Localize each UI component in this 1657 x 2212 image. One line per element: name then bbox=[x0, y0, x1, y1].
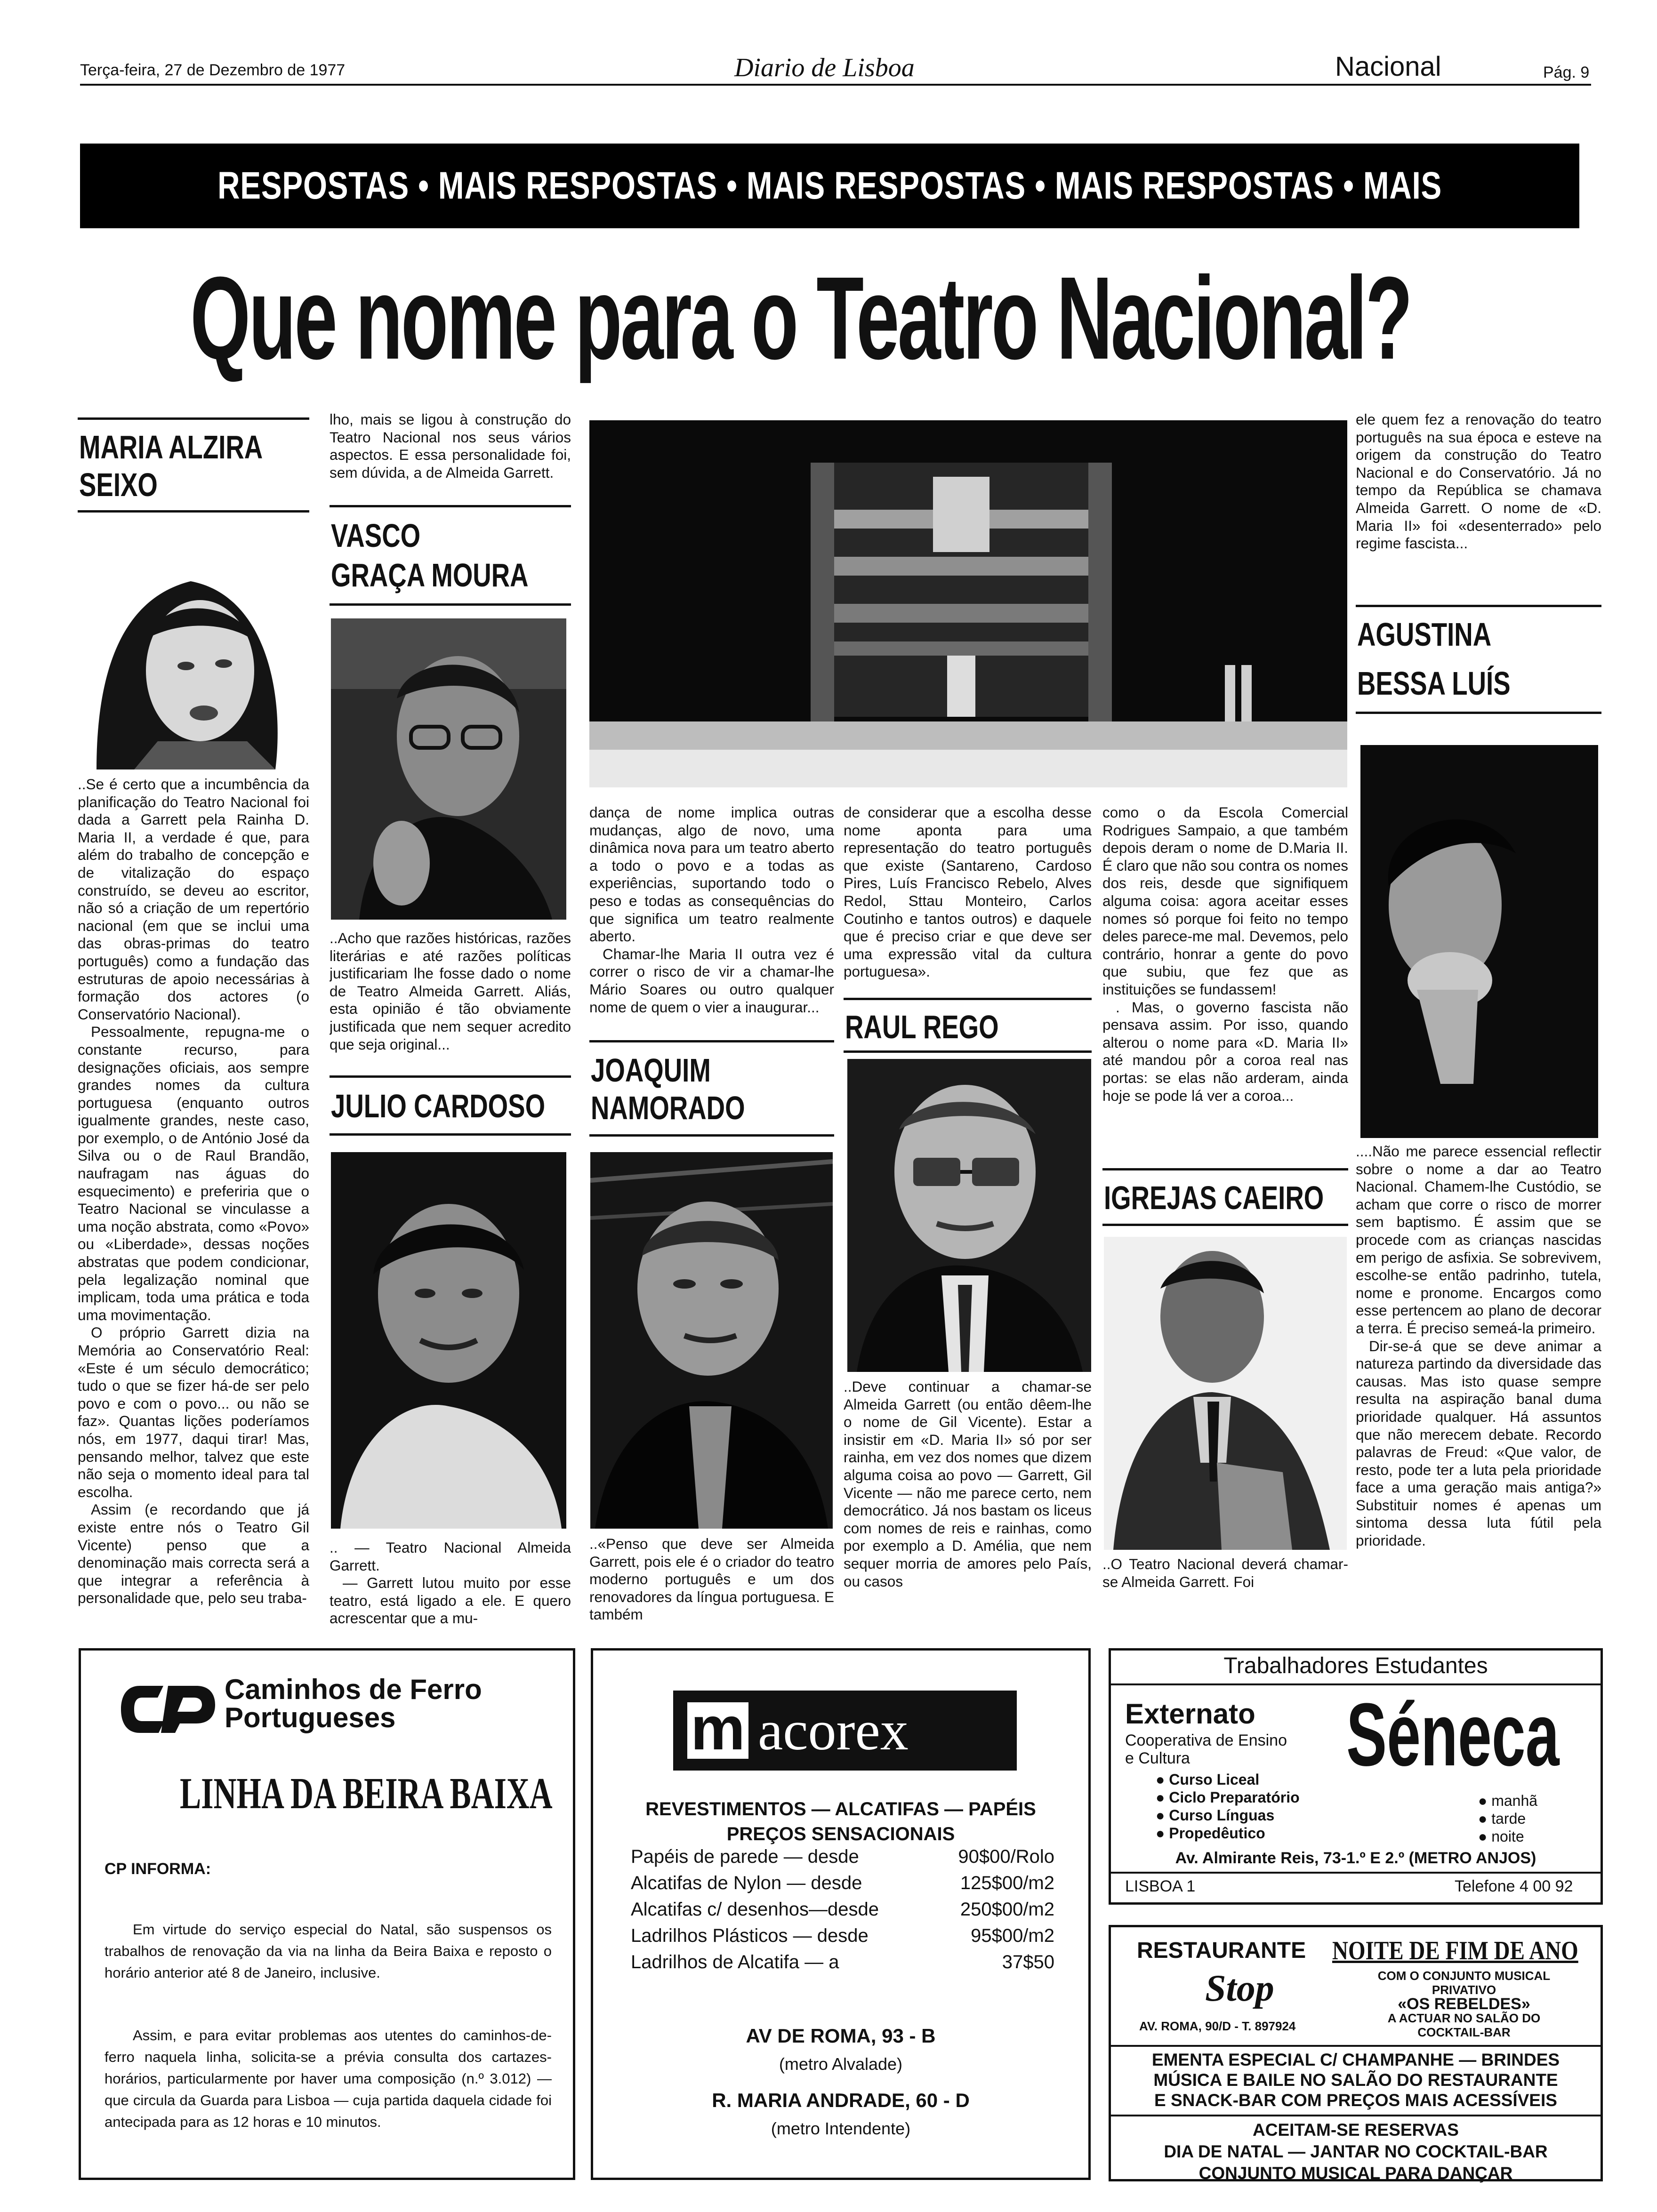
text-seixo-continued: lho, mais se ligou à construção do Teatro Nacional nos seus vários aspectos. E essa personalidade foi, sem dúvida, a de Almeida Garrett. bbox=[330, 411, 571, 481]
rest-rule bbox=[1111, 2045, 1601, 2047]
photo-namorado bbox=[590, 1152, 833, 1529]
name-namorado-1: JOAQUIM bbox=[591, 1052, 711, 1089]
banner bbox=[80, 144, 1579, 228]
photo-cardoso bbox=[331, 1152, 566, 1529]
course-item: ● Curso Línguas bbox=[1156, 1807, 1275, 1824]
name-agustina-1: AGUSTINA bbox=[1357, 616, 1492, 653]
name-moura-1: VASCO bbox=[331, 517, 421, 554]
rule-caeiro bbox=[1102, 1168, 1348, 1170]
macorex-metro-2: (metro Intendente) bbox=[771, 2119, 911, 2138]
seneca-phone: Telefone 4 00 92 bbox=[1455, 1877, 1573, 1895]
ad-restaurant bbox=[1109, 1925, 1603, 2181]
headline: Que nome para o Teatro Nacional? bbox=[190, 252, 1411, 384]
name-seixo-1: MARIA ALZIRA bbox=[79, 429, 263, 465]
text-moura: ..Acho que razões históricas, razões literárias e até razões políticas justificariam lhe fosse dado o nome de Teatro Almeida Garrett. Aliás, esta opinião é tão obviamente justificada que nem sequer acredito que seja original... bbox=[330, 930, 571, 1053]
seneca-courses bbox=[1156, 1771, 1300, 1842]
text-column3-top: dança de nome implica outras mudanças, algo de novo, uma dinâmica nova para um teatro aberto a todo o povo e a todas as experiências, suportando todo o peso e todas as consequências do que significa um teatro realmente aberto. Chamar-lhe Maria II outra vez é correr o risco de vir a chamar-lhe Mário Soares ou outro qualquer nome de quem o vier a inaugurar... bbox=[589, 804, 834, 1016]
portrait-man-glasses-icon bbox=[331, 618, 566, 920]
cp-paragraph-2: Assim, e para evitar problemas aos utentes do caminhos-de-ferro naquela linha, solicita-se a prévia consulta dos cartazes-horários, particularmente por haver uma composição (n.º 3.012) — que circula da Guarda para Lisboa — cuja partida daquela cidade foi antecipada para as 12 horas e 10 minutos. bbox=[105, 2027, 552, 2130]
seneca-rule-2 bbox=[1111, 1872, 1601, 1874]
seneca-city: LISBOA 1 bbox=[1125, 1877, 1196, 1895]
macorex-address-2: R. MARIA ANDRADE, 60 - D bbox=[712, 2089, 970, 2111]
portrait-man-glasses-icon bbox=[847, 1059, 1091, 1372]
name-seixo-2: SEIXO bbox=[79, 466, 158, 503]
photo-seixo bbox=[78, 544, 308, 769]
rest-noite: NOITE DE FIM DE ANO bbox=[1332, 1936, 1578, 1965]
time-item: ● tarde bbox=[1478, 1810, 1526, 1827]
banner-text: RESPOSTAS • MAIS RESPOSTAS • MAIS RESPOSTAS • MAIS RESPOSTAS • MAIS bbox=[217, 164, 1442, 207]
name-rego: RAUL REGO bbox=[845, 1009, 999, 1045]
text-column5-top: como o da Escola Comercial Rodrigues Sampaio, a que também depois deram o nome de D.Maria II. É claro que não sou contra os nomes dos reis, desde que signifiquem alguma coisa: agora aceitar esses nomes só porque foi feito no tempo deles parece-me mal. Devemos, pelo contrário, honrar a gente do povo que subiu, que fez que as instituições se fundassem! . Mas, o governo fascista não pensava assim. Por isso, quando alterou o nome para «D. Maria II» até mandou pôr a coroa real nas portas: se elas não arderam, ainda hoje se pode lá ver a coroa... bbox=[1102, 804, 1348, 1104]
text-rego: ..Deve continuar a chamar-se Almeida Garrett (ou então dêem-lhe o nome de Gil Vicente). Estar a insistir em «D. Maria II» só por ser rainha, em vez dos nomes que dizem alguma coisa ao povo — Garrett, Gil Vicente — não me parece certo, nem democrático. Já nos bastam os liceus com nomes de reis e rainhas, como por exemplo a D. Amélia, que nem sequer morria de amores pelo País, ou casos bbox=[844, 1378, 1092, 1590]
price-row: Papéis de parede — desde 90$00/Rolo bbox=[631, 1846, 1054, 1867]
portrait-man-icon bbox=[331, 1152, 566, 1529]
macorex-logo-m: m bbox=[687, 1702, 748, 1759]
time-item: ● noite bbox=[1478, 1828, 1524, 1845]
header-rule bbox=[80, 84, 1591, 86]
rest-rule-2 bbox=[1111, 2115, 1601, 2116]
photo-moura bbox=[331, 618, 566, 920]
rule-seixo-2 bbox=[78, 510, 309, 513]
macorex-logo-text: acorex bbox=[758, 1699, 909, 1762]
section-name: Nacional bbox=[1335, 51, 1441, 82]
rule-namorado-2 bbox=[589, 1134, 834, 1137]
macorex-price-list bbox=[631, 1843, 1054, 1975]
seneca-times bbox=[1478, 1792, 1537, 1845]
rest-details: EMENTA ESPECIAL C/ CHAMPANHE — BRINDES MÚSICA E BAILE NO SALÃO DO RESTAURANTE E SNACK-BAR COM PREÇOS MAIS ACESSÍVEIS bbox=[1151, 2050, 1560, 2110]
seneca-coop-2: e Cultura bbox=[1125, 1749, 1190, 1767]
macorex-logo bbox=[673, 1691, 1017, 1771]
text-caeiro: ..O Teatro Nacional deverá chamar-se Almeida Garrett. Foi bbox=[1102, 1555, 1348, 1590]
portrait-man-icon bbox=[1104, 1237, 1347, 1550]
photo-theatre-interior bbox=[589, 420, 1347, 787]
portrait-woman-icon bbox=[78, 544, 308, 769]
seneca-coop-1: Cooperativa de Ensino bbox=[1125, 1731, 1287, 1749]
text-column4-top: de considerar que a escolha desse nome aponta para uma representação do teatro português que existe (Santareno, Cardoso Pires, Luís Francisco Rebelo, Alves Redol, Sttau Monteiro, Carlos Coutinho e tantos outros) e daquele que é preciso criar e que deve ser uma expressão vital da cultura portuguesa». bbox=[844, 804, 1092, 980]
rule-moura bbox=[330, 505, 571, 507]
name-moura-2: GRAÇA MOURA bbox=[331, 557, 529, 593]
cp-logo-icon bbox=[121, 1679, 215, 1740]
cp-company-1: Caminhos de Ferro bbox=[225, 1674, 482, 1705]
rest-footer: ACEITAM-SE RESERVAS DIA DE NATAL — JANTAR NO COCKTAIL-BAR CONJUNTO MUSICAL PARA DANÇAR bbox=[1164, 2120, 1548, 2183]
rule-seixo bbox=[78, 417, 309, 420]
photo-rego bbox=[847, 1059, 1091, 1372]
seneca-externato: Externato bbox=[1125, 1698, 1255, 1730]
rule-rego bbox=[844, 998, 1092, 1000]
rule-agustina bbox=[1356, 605, 1601, 607]
text-column6-top: ele quem fez a renovação do teatro português na sua época e esteve na origem da construção do Teatro Nacional e do Conservatório. Já no tempo da República se chamava Almeida Garrett. O nome de «D. Maria II» foi «desenterrado» pelo regime fascista... bbox=[1356, 411, 1601, 552]
rule-cardoso bbox=[330, 1075, 571, 1078]
course-item: ● Propedêutico bbox=[1156, 1825, 1265, 1842]
text-agustina: ....Não me parece essencial reflectir sobre o nome a dar ao Teatro Nacional. Chamem-lhe Custódio, se acham que corre o risco de morrer sem baptismo. É assim que se procede com as crianças nascidas em perigo de asfixia. Se sobrevivem, escolhe-se então padrinho, tutela, nome e pronome. Encargos como esse pertencem ao plano de decorar a terra. É preciso semeá-la primeiro. Dir-se-á que se deve animar a natureza partindo da diversidade das causas. Mas isto quase sempre resulta na aspiração banal duma prioridade qualquer. Há assuntos que não merecem debate. Recordo palavras de Freud: «Que valor, de resto, pode ter a luta pela prioridade face a uma geração mais antiga?» Substituir nomes é apenas um sintoma dessa luta fútil pela prioridade. bbox=[1356, 1143, 1601, 1549]
rest-conjunto: COM O CONJUNTO MUSICAL PRIVATIVO «OS REBELDES» A ACTUAR NO SALÃO DO COCKTAIL-BAR bbox=[1377, 1969, 1551, 2039]
portrait-man-icon bbox=[590, 1152, 833, 1529]
photo-agustina bbox=[1360, 745, 1598, 1138]
rule-rego-2 bbox=[844, 1050, 1092, 1053]
rule-caeiro-2 bbox=[1102, 1224, 1348, 1226]
cp-company-2: Portugueses bbox=[225, 1702, 396, 1733]
rest-address: AV. ROMA, 90/D - T. 897924 bbox=[1139, 2019, 1296, 2033]
issue-date: Terça-feira, 27 de Dezembro de 1977 bbox=[80, 61, 346, 79]
price-row: Alcatifas de Nylon — desde 125$00/m2 bbox=[631, 1873, 1054, 1893]
seneca-name: Séneca bbox=[1346, 1685, 1560, 1785]
page-number: Pág. 9 bbox=[1543, 64, 1590, 81]
rest-title: RESTAURANTE bbox=[1137, 1938, 1306, 1963]
rule-moura-2 bbox=[330, 603, 571, 606]
price-row: Ladrilhos de Alcatifa — a 37$50 bbox=[631, 1952, 1054, 1972]
theatre-stage-icon bbox=[589, 420, 1347, 787]
rule-namorado bbox=[589, 1040, 834, 1042]
name-cardoso: JULIO CARDOSO bbox=[331, 1088, 546, 1124]
ad-macorex bbox=[591, 1648, 1091, 2180]
name-agustina-2: BESSA LUÍS bbox=[1357, 665, 1511, 702]
ad-seneca bbox=[1109, 1648, 1603, 1905]
ad-cp bbox=[79, 1648, 575, 2180]
photo-caeiro bbox=[1104, 1237, 1347, 1550]
macorex-address-1: AV DE ROMA, 93 - B bbox=[746, 2025, 936, 2047]
rest-logo: Stop bbox=[1205, 1968, 1274, 2009]
text-seixo: ..Se é certo que a incumbência da planificação do Teatro Nacional foi dada a Garrett pela Rainha D. Maria II, a verdade é que, para além do trabalho de concepção e de vitalização do espaço construído, se deveu ao escritor, não só a criação de um repertório nacional (em que se inclui uma das obras-primas do teatro português) como a fundação das estruturas de apoio necessárias à formação dos actores (o Conservatório Nacional). Pessoalmente, repugna-me o constante recurso, para designações oficiais, aos sempre grandes nomes da cultura portuguesa (enquanto outros igualmente grandes, neste caso, por exemplo, o de António José da Silva ou o de Raul Brandão, naufragam nas águas do esquecimento) e preferiria que o Teatro Nacional se vinculasse a uma noção abstrata, como «Povo» ou «Liberdade», dessas noções abstratas que podem condicionar, pela legalização nominal que implicam, toda uma prática e toda uma movimentação. O próprio Garrett dizia na Memória ao Conservatório Real: «Este é um século democrático; tudo o que se fizer há-de ser pelo povo e com o povo... ou não se faz». Quantas lições poderíamos nós, em 1977, daqui tirar! Mas, pensando melhor, talvez que este não seja o momento ideal para tal escolha. Assim (e recordando que já existe entre nós o Teatro Gil Vicente) penso que a denominação mais correcta será a que integrar a referência à personalidade que, pelo seu traba- bbox=[78, 776, 309, 1607]
text-cardoso: .. — Teatro Nacional Almeida Garrett. — Garrett lutou muito por esse teatro, está ligado a ele. E quero acrescentar que a mu- bbox=[330, 1539, 571, 1627]
cp-informa: CP INFORMA: bbox=[105, 1860, 211, 1878]
price-row: Ladrilhos Plásticos — desde 95$00/m2 bbox=[631, 1925, 1054, 1946]
name-namorado-2: NAMORADO bbox=[591, 1090, 745, 1126]
text-namorado: ..«Penso que deve ser Almeida Garrett, pois ele é o criador do teatro moderno português e um dos renovadores da língua portuguesa. E também bbox=[589, 1535, 834, 1623]
seneca-top: Trabalhadores Estudantes bbox=[1223, 1653, 1488, 1678]
seneca-address: Av. Almirante Reis, 73-1.º E 2.º (METRO ANJOS) bbox=[1175, 1849, 1536, 1867]
time-item: ● manhã bbox=[1478, 1792, 1538, 1809]
name-caeiro: IGREJAS CAEIRO bbox=[1104, 1179, 1324, 1216]
cp-paragraph-1: Em virtude do serviço especial do Natal, são suspensos os trabalhos de renovação da via na linha da Beira Baixa e reposto o horário anterior até 8 de Janeiro, inclusive. bbox=[105, 1921, 552, 1981]
macorex-line2: PREÇOS SENSACIONAIS bbox=[726, 1824, 955, 1844]
masthead: Diario de Lisboa bbox=[734, 53, 915, 82]
macorex-metro-1: (metro Alvalade) bbox=[779, 2054, 903, 2074]
macorex-line1: REVESTIMENTOS — ALCATIFAS — PAPÉIS bbox=[645, 1799, 1036, 1819]
rule-agustina-2 bbox=[1356, 712, 1601, 714]
rule-cardoso-2 bbox=[330, 1133, 571, 1136]
price-row: Alcatifas c/ desenhos—desde 250$00/m2 bbox=[631, 1899, 1054, 1920]
course-item: ● Curso Liceal bbox=[1156, 1771, 1260, 1788]
course-item: ● Ciclo Preparatório bbox=[1156, 1789, 1300, 1806]
cp-title: LINHA DA BEIRA BAIXA bbox=[180, 1769, 553, 1818]
portrait-woman-icon bbox=[1360, 745, 1598, 1138]
